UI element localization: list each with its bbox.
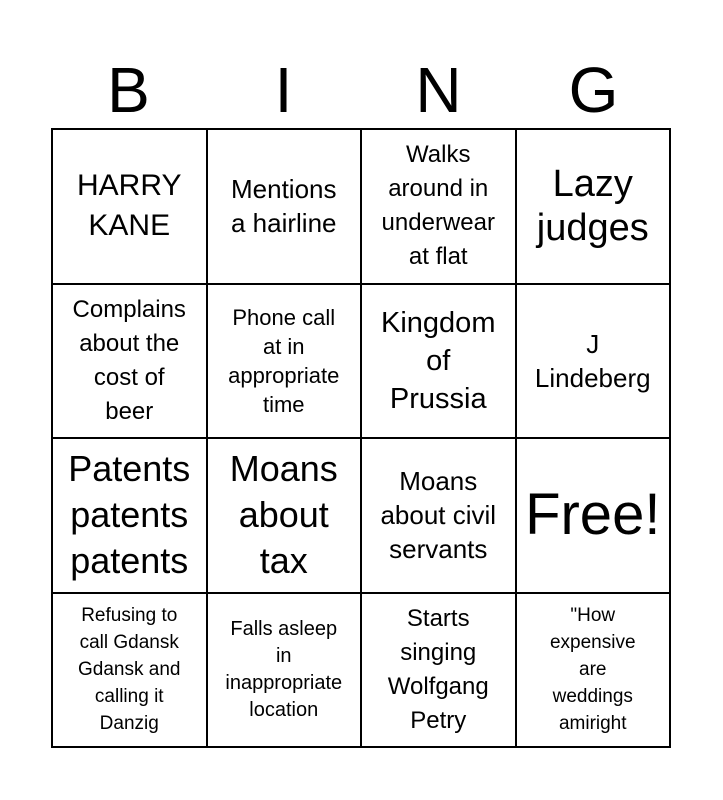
- cell-text: Walks around in underwear at flat: [381, 141, 495, 271]
- bingo-cell-r1c3[interactable]: [361, 129, 516, 284]
- bingo-header: [51, 52, 671, 128]
- bingo-cell-r3c2[interactable]: [207, 438, 362, 593]
- cell-text: Kingdom of Prussia: [381, 306, 496, 415]
- bingo-cell-r1c4[interactable]: [516, 129, 671, 284]
- cell-text: Refusing to call Gdansk Gdansk and calling it Danzig: [78, 605, 181, 735]
- cell-text: Complains about the cost of beer: [72, 295, 186, 425]
- header-letter-g: G: [568, 54, 619, 126]
- cell-text: Falls asleep in inappropriate location: [225, 617, 343, 721]
- bingo-cell-r2c1[interactable]: [52, 284, 207, 439]
- bingo-cell-r3c3[interactable]: [361, 438, 516, 593]
- bingo-cell-r2c3[interactable]: [361, 284, 516, 439]
- header-letter-n: N: [415, 54, 462, 126]
- header-letter-i: I: [274, 54, 293, 126]
- cell-text: Mentions a hairline: [230, 174, 337, 239]
- bingo-cell-r1c2[interactable]: [207, 129, 362, 284]
- free-space-cell[interactable]: [516, 438, 671, 593]
- cell-text: HARRY KANE: [77, 169, 182, 243]
- bingo-cell-r2c2[interactable]: [207, 284, 362, 439]
- cell-text: J Lindeberg: [534, 328, 651, 393]
- free-space-label: Free!: [525, 482, 661, 548]
- cell-text: Phone call at in appropriate time: [228, 304, 340, 417]
- bingo-cell-r4c3[interactable]: [361, 593, 516, 748]
- cell-text: "How expensive are weddings amiright: [549, 605, 636, 735]
- cell-text: Starts singing Wolfgang Petry: [387, 604, 489, 734]
- bingo-cell-r3c1[interactable]: [52, 438, 207, 593]
- bingo-cell-r2c4[interactable]: [516, 284, 671, 439]
- cell-text: Moans about tax: [229, 448, 338, 582]
- bingo-cell-r4c2[interactable]: [207, 593, 362, 748]
- cell-text: Lazy judges: [536, 163, 649, 250]
- cell-text: Moans about civil servants: [380, 466, 497, 565]
- bingo-cell-r4c4[interactable]: [516, 593, 671, 748]
- bingo-grid: [51, 128, 671, 748]
- cell-text: Patents patents patents: [68, 448, 191, 582]
- bingo-cell-r1c1[interactable]: [52, 129, 207, 284]
- bingo-cell-r4c1[interactable]: [52, 593, 207, 748]
- header-letter-b: B: [107, 54, 150, 126]
